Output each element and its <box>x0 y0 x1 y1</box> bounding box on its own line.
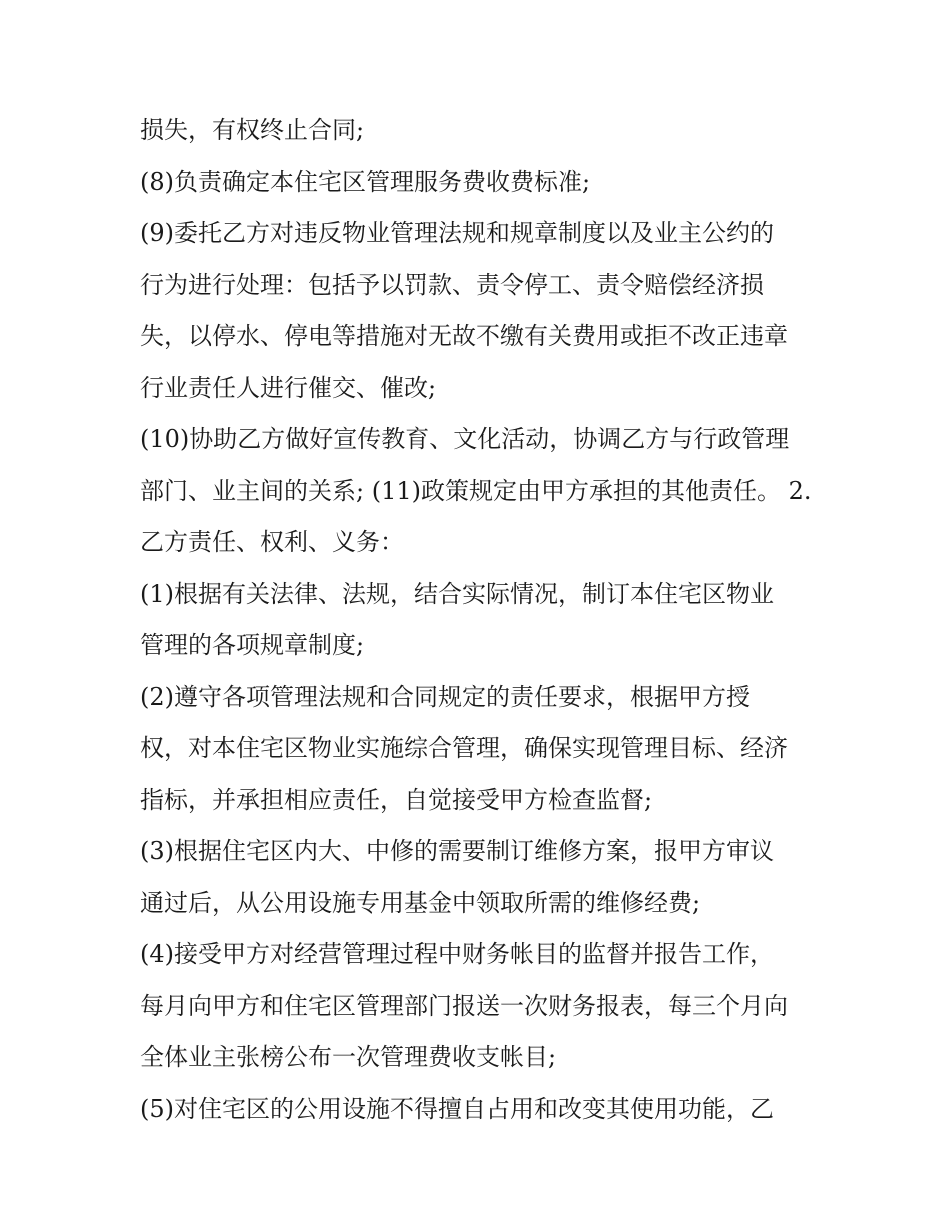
text-line: 全体业主张榜公布一次管理费收支帐目; <box>140 1043 557 1071</box>
text-line: (10)协助乙方做好宣传教育、文化活动，协调乙方与行政管理 <box>140 425 790 453</box>
text-line: (2)遵守各项管理法规和合同规定的责任要求，根据甲方授 <box>140 682 750 711</box>
text-line: 损失，有权终止合同; <box>140 116 365 144</box>
text-line: 行业责任人进行催交、催改; <box>140 373 437 402</box>
text-line: 通过后，从公用设施专用基金中领取所需的维修经费; <box>140 888 701 917</box>
text-line: (8)负责确定本住宅区管理服务费收费标准; <box>140 167 591 196</box>
text-line: 行为进行处理：包括予以罚款、责令停工、责令赔偿经济损 <box>140 270 764 299</box>
text-line: (3)根据住宅区内大、中修的需要制订维修方案，报甲方审议 <box>140 837 774 865</box>
text-line: (5)对住宅区的公用设施不得擅自占用和改变其使用功能，乙 <box>140 1094 774 1123</box>
text-line: 每月向甲方和住宅区管理部门报送一次财务报表，每三个月向 <box>140 991 788 1020</box>
contract-text <box>140 105 820 1135</box>
text-line: 指标，并承担相应责任，自觉接受甲方检查监督; <box>140 785 653 814</box>
text-line: (1)根据有关法律、法规，结合实际情况，制订本住宅区物业 <box>140 579 774 608</box>
text-line: 部门、业主间的关系; (11)政策规定由甲方承担的其他责任。 2. <box>140 476 812 505</box>
text-line: 权，对本住宅区物业实施综合管理，确保实现管理目标、经济 <box>140 734 788 762</box>
text-line: (9)委托乙方对违反物业管理法规和规章制度以及业主公约的 <box>140 219 774 247</box>
text-line: 管理的各项规章制度; <box>140 631 365 659</box>
text-line: (4)接受甲方对经营管理过程中财务帐目的监督并报告工作， <box>140 940 774 968</box>
text-line: 失，以停水、停电等措施对无故不缴有关费用或拒不改正违章 <box>140 322 788 350</box>
text-line: 乙方责任、权利、义务： <box>140 528 404 556</box>
